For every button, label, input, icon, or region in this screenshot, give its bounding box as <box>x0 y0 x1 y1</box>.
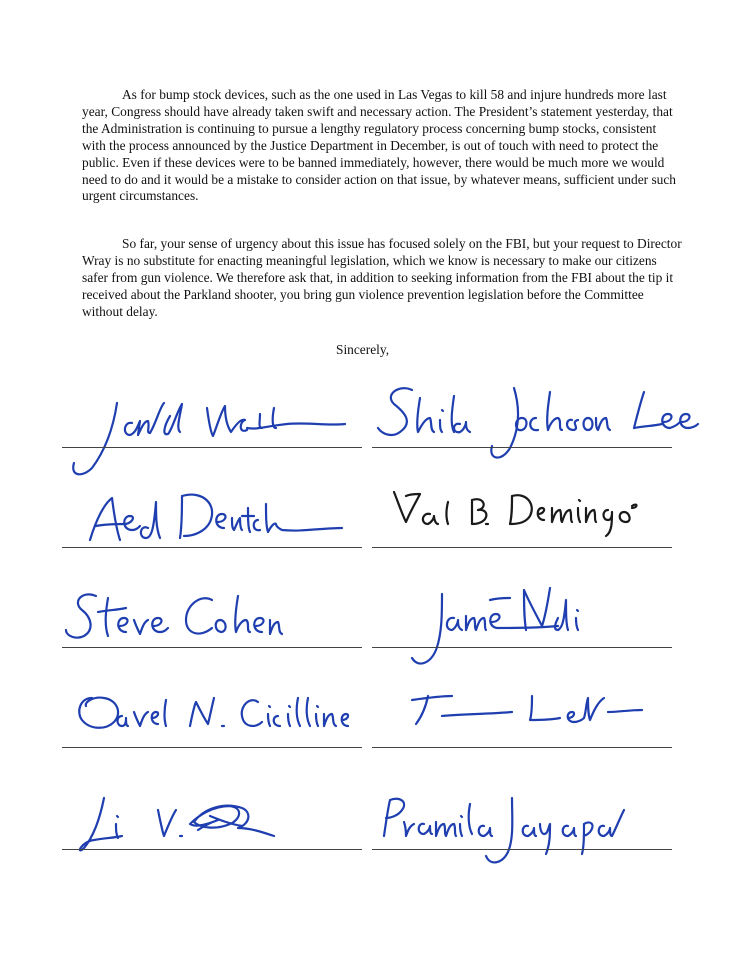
signature-line <box>372 747 672 748</box>
signature-cicilline <box>62 678 362 748</box>
signature-lieu <box>372 678 672 748</box>
signature-line <box>372 447 672 448</box>
signature-block-jayapal <box>372 780 672 850</box>
signature-line <box>372 849 672 850</box>
signature-block-cicilline <box>62 678 362 748</box>
signature-line <box>372 647 672 648</box>
signature-cohen <box>62 578 362 653</box>
signature-deutch <box>62 478 362 558</box>
signature-line <box>62 647 362 648</box>
signature-jayapal <box>372 780 672 870</box>
signature-block-demings <box>372 478 672 548</box>
signature-block-raskin <box>372 578 672 648</box>
paragraph-bump-stocks <box>82 87 682 205</box>
signature-jackson-lee <box>372 378 702 478</box>
paragraph-text: As for bump stock devices, such as the one used in Las Vegas to kill 58 and injure hundreds more last year, Congress should have already taken swift and necessary action. The President’s statement yesterday, that the Administration is continuing to pursue a lengthy regulatory process concerning bump stocks, consistent with the process announced by the Justice Department in December, is out of touch with need to protect the public. Even if these devices were to be banned immediately, however, there would be much more we would need to do and it would be a mistake to consider action on that issue, by whatever means, sufficient under such urgent circumstances. <box>82 87 676 204</box>
signature-line <box>372 547 672 548</box>
signature-block-gutierrez <box>62 780 362 850</box>
paragraph-urgency <box>82 236 682 321</box>
signature-line <box>62 547 362 548</box>
signature-block-nadler <box>62 378 362 448</box>
closing-salutation: Sincerely, <box>336 342 390 357</box>
signature-line <box>62 447 362 448</box>
signature-line <box>62 747 362 748</box>
signature-line <box>62 849 362 850</box>
signature-block-jackson-lee <box>372 378 672 448</box>
signature-block-cohen <box>62 578 362 648</box>
signature-demings <box>372 478 672 558</box>
signature-gutierrez <box>62 780 362 870</box>
signature-nadler <box>62 378 362 483</box>
signature-block-deutch <box>62 478 362 548</box>
paragraph-text: So far, your sense of urgency about this issue has focused solely on the FBI, but your request to Director Wray is no substitute for enacting meaningful legislation, which we know is necessary to make our citizens safer from gun violence. We therefore ask that, in addition to seeking information from the FBI about the tip it received about the Parkland shooter, you bring gun violence prevention legislation before the Committee without delay. <box>82 236 682 319</box>
signature-raskin <box>372 578 672 678</box>
signature-block-lieu <box>372 678 672 748</box>
